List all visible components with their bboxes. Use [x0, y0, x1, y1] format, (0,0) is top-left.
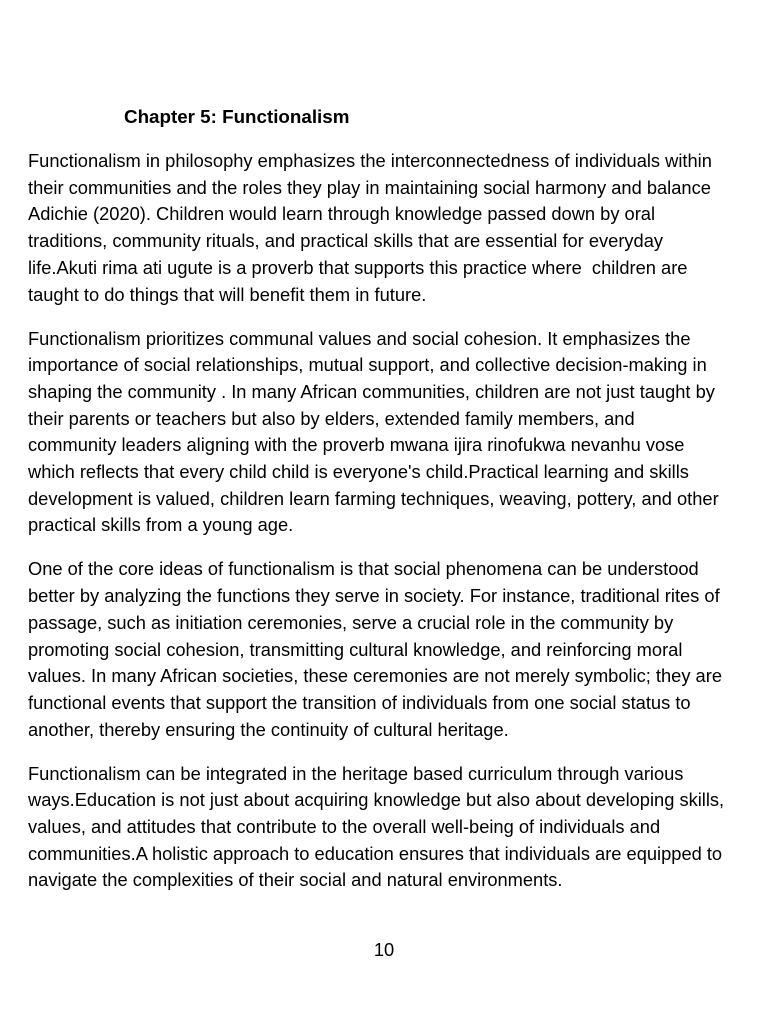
text-line: development is valued, children learn farming techniques, weaving, pottery, and other — [28, 487, 719, 509]
text-line: taught to do things that will benefit them in future. — [28, 283, 427, 305]
paragraph — [28, 148, 758, 308]
text-line: traditions, community rituals, and practical skills that are essential for everyday — [28, 230, 664, 252]
text-line: One of the core ideas of functionalism is that social phenomena can be understood — [28, 558, 699, 580]
body-text — [28, 148, 758, 911]
text-line: importance of social relationships, mutual support, and collective decision-making in — [28, 354, 707, 376]
paragraph — [28, 761, 758, 895]
page-title: Chapter 5: Functionalism — [124, 106, 350, 127]
paragraph — [28, 556, 758, 743]
paragraph — [28, 326, 758, 540]
text-line: another, thereby ensuring the continuity of cultural heritage. — [28, 718, 509, 740]
text-line: Functionalism can be integrated in the heritage based curriculum through various — [28, 762, 684, 784]
text-line: life.Akuti rima ati ugute is a proverb that supports this practice where children are — [28, 256, 688, 278]
text-line: Adichie (2020). Children would learn through knowledge passed down by oral — [28, 203, 656, 225]
text-line: better by analyzing the functions they serve in society. For instance, traditional rites of — [28, 585, 720, 607]
text-line: community leaders aligning with the proverb mwana ijira rinofukwa nevanhu vose — [28, 434, 685, 456]
text-line: functional events that support the transition of individuals from one social status to — [28, 691, 691, 713]
text-line: passage, such as initiation ceremonies, serve a crucial role in the community by — [28, 611, 674, 633]
text-line: promoting social cohesion, transmitting cultural knowledge, and reinforcing moral — [28, 638, 683, 660]
text-line: which reflects that every child child is everyone's child.Practical learning and skills — [28, 461, 689, 483]
text-line: values, and attitudes that contribute to the overall well-being of individuals and — [28, 816, 661, 838]
text-line: ways.Education is not just about acquiring knowledge but also about developing skills, — [28, 789, 725, 811]
text-line: navigate the complexities of their social and natural environments. — [28, 869, 563, 891]
text-line: shaping the community . In many African communities, children are not just taught by — [28, 380, 715, 402]
page-number: 10 — [373, 939, 395, 960]
text-line: their communities and the roles they play in maintaining social harmony and balance — [28, 176, 711, 198]
text-line: their parents or teachers but also by elders, extended family members, and — [28, 407, 635, 429]
text-line: communities.A holistic approach to education ensures that individuals are equipped to — [28, 842, 723, 864]
text-line: values. In many African societies, these ceremonies are not merely symbolic; they are — [28, 665, 722, 687]
text-line: practical skills from a young age. — [28, 514, 294, 536]
text-line: Functionalism prioritizes communal values and social cohesion. It emphasizes the — [28, 327, 691, 349]
text-line: Functionalism in philosophy emphasizes the interconnectedness of individuals within — [28, 150, 712, 171]
